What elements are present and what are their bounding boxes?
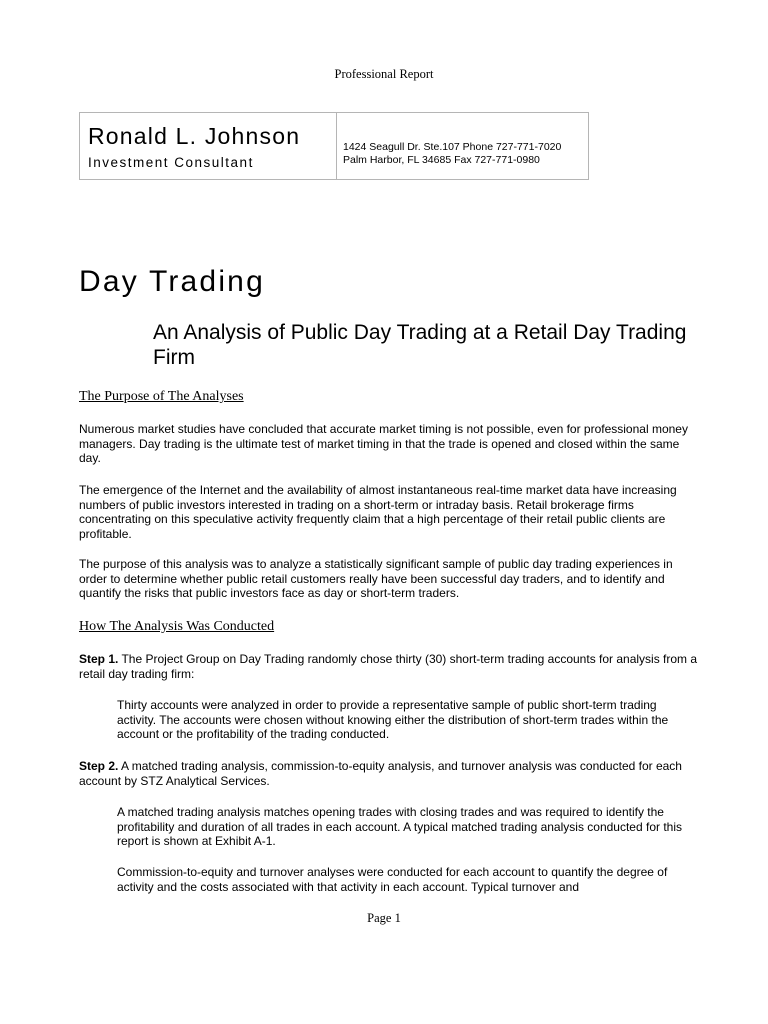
report-header-label: Professional Report: [334, 67, 434, 81]
step-1-text: The Project Group on Day Trading randomly chose thirty (30) short-term trading accounts for analysis from a retail day trading firm:: [79, 652, 698, 681]
letterhead-box: [79, 112, 589, 180]
page-number: Page 1: [367, 911, 401, 925]
consultant-role: Investment Consultant: [88, 155, 254, 170]
step-2-label: Step 2.: [79, 759, 119, 773]
contact-block: [343, 141, 561, 167]
paragraph-step-2: [79, 759, 699, 788]
paragraph-step-1: [79, 652, 699, 681]
paragraph-step-2-detail-2: Commission-to-equity and turnover analyses were conducted for each account to quantify the degree of activity and the costs associated with that activity in each account. Typical turnover and: [117, 865, 668, 894]
address-line-1: 1424 Seagull Dr. Ste.107 Phone 727-771-7020: [343, 141, 562, 153]
step-1-label: Step 1.: [79, 652, 119, 666]
paragraph-purpose-3: The purpose of this analysis was to analyze a statistically significant sample of public day trading experiences in order to determine whether public retail customers really have been successful day traders, and to identify and quantify the risks that public investors face as day or short-term traders.: [79, 557, 673, 600]
document-subtitle: An Analysis of Public Day Trading at a Retail Day Trading Firm: [153, 321, 687, 369]
paragraph-purpose-1: Numerous market studies have concluded that accurate market timing is not possible, even for professional money managers. Day trading is the ultimate test of market timing in that the trade is opened and closed within the same day.: [79, 422, 688, 465]
paragraph-purpose-2: The emergence of the Internet and the availability of almost instantaneous real-time market data have increasing numbers of public investors interested in trading on a short-term or intraday basis. Retail brokerage firms concentrating on this speculative activity frequently claim that a high percentage of their retail public clients are profitable.: [79, 483, 677, 541]
section-heading-method: How The Analysis Was Conducted: [79, 619, 275, 634]
paragraph-step-2-detail-1: A matched trading analysis matches opening trades with closing trades and was required to identify the profitability and duration of all trades in each account. A typical matched trading analysis conducted for this report is shown at Exhibit A-1.: [117, 805, 682, 848]
address-line-2: Palm Harbor, FL 34685 Fax 727-771-0980: [343, 154, 540, 166]
consultant-name: Ronald L. Johnson: [88, 123, 301, 149]
letterhead-name-block: [80, 113, 337, 179]
section-heading-purpose: The Purpose of The Analyses: [79, 389, 244, 404]
step-2-text: A matched trading analysis, commission-to-equity analysis, and turnover analysis was conducted for each account by STZ Analytical Services.: [79, 759, 682, 788]
document-title: Day Trading: [79, 265, 265, 298]
paragraph-step-1-detail: Thirty accounts were analyzed in order to provide a representative sample of public short-term trading activity. The accounts were chosen without knowing either the distribution of short-term trades within the account or the profitability of the trading conducted.: [117, 698, 669, 741]
